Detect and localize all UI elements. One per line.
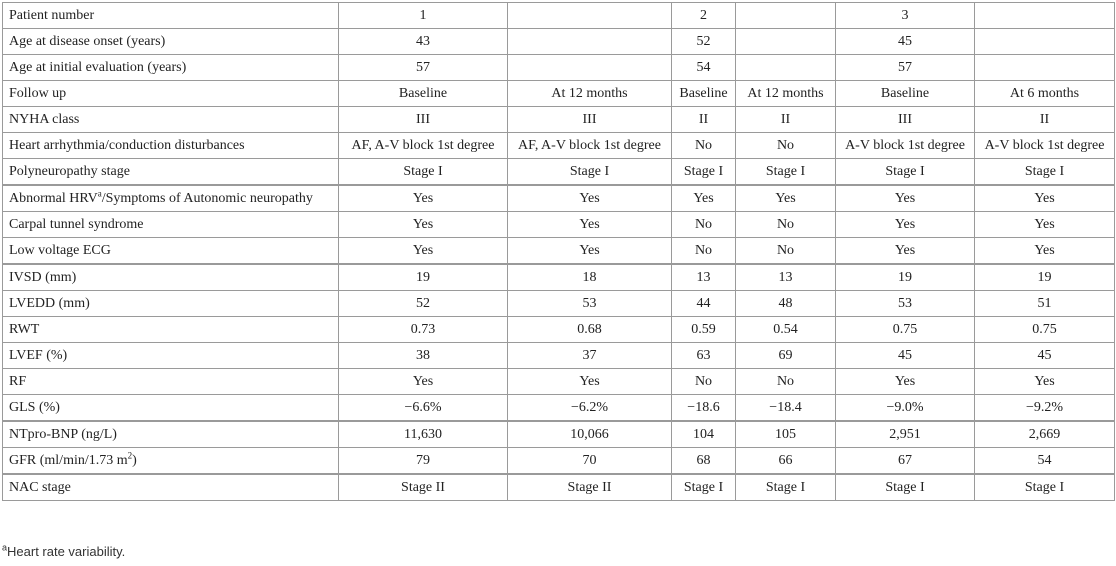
table-cell: Yes [975,185,1115,212]
table-cell: 53 [836,291,975,317]
table-cell: Stage I [836,159,975,186]
table-cell: 19 [975,264,1115,291]
table-cell: Baseline [836,81,975,107]
empty-cell [975,55,1115,81]
table-cell: No [672,212,736,238]
table-cell: Stage II [339,474,508,501]
follow-up-row [3,81,1115,107]
table-cell: 63 [672,343,736,369]
row-label: NTpro-BNP (ng/L) [3,421,339,448]
table-cell: Stage I [975,159,1115,186]
row-label: Polyneuropathy stage [3,159,339,186]
table-cell: 0.75 [975,317,1115,343]
table-cell: Yes [836,369,975,395]
table-cell: II [672,107,736,133]
row-label: Age at disease onset (years) [3,29,339,55]
table-cell: 19 [836,264,975,291]
table-cell: At 6 months [975,81,1115,107]
table-cell: 0.68 [508,317,672,343]
table-row [3,369,1115,395]
table-cell: 45 [836,343,975,369]
table-cell: Baseline [672,81,736,107]
label-text: ) [132,453,137,468]
table-cell: Yes [975,369,1115,395]
table-cell: −6.6% [339,395,508,422]
footnote-text: Heart rate variability. [7,544,126,559]
table-cell: 2,669 [975,421,1115,448]
table-cell: −18.4 [736,395,836,422]
table-cell: 104 [672,421,736,448]
table-cell: III [339,107,508,133]
table-cell: 10,066 [508,421,672,448]
table-cell: No [736,133,836,159]
table-row [3,291,1115,317]
table-cell: AF, A-V block 1st degree [339,133,508,159]
patient-1-number: 1 [339,3,508,29]
table-cell: 79 [339,448,508,475]
row-label: LVEF (%) [3,343,339,369]
table-cell: 52 [672,29,736,55]
table-cell: Yes [672,185,736,212]
footnote-marker: a [2,542,8,553]
table-cell: Yes [836,238,975,265]
table-row [3,395,1115,422]
table-cell: 13 [736,264,836,291]
table-cell: −9.0% [836,395,975,422]
table-cell: 52 [339,291,508,317]
row-label: GLS (%) [3,395,339,422]
table-cell: AF, A-V block 1st degree [508,133,672,159]
table-cell: Yes [736,185,836,212]
table-cell: Yes [508,212,672,238]
label-text: Abnormal HRV [9,191,98,206]
table-cell: 37 [508,343,672,369]
empty-cell [508,29,672,55]
row-label: RWT [3,317,339,343]
table-cell: 0.75 [836,317,975,343]
table-cell: 45 [975,343,1115,369]
table-cell: 68 [672,448,736,475]
table-cell: II [975,107,1115,133]
table-row [3,343,1115,369]
row-label: IVSD (mm) [3,264,339,291]
table-cell: Yes [975,212,1115,238]
table-cell: 2,951 [836,421,975,448]
table-cell: Yes [508,185,672,212]
row-label: NAC stage [3,474,339,501]
table-cell: −6.2% [508,395,672,422]
table-cell: 51 [975,291,1115,317]
table-cell: At 12 months [736,81,836,107]
table-cell: A-V block 1st degree [975,133,1115,159]
table-cell: Stage I [736,474,836,501]
patient-2-number: 2 [672,3,736,29]
table-cell: 13 [672,264,736,291]
table-row [3,107,1115,133]
table-cell: Baseline [339,81,508,107]
empty-cell [736,3,836,29]
table-cell: No [672,238,736,265]
table-cell: No [736,212,836,238]
table-cell: 43 [339,29,508,55]
age-eval-row [3,55,1115,81]
table-row [3,421,1115,448]
table-cell: 18 [508,264,672,291]
table-cell: −9.2% [975,395,1115,422]
table-cell: Yes [975,238,1115,265]
table-row [3,133,1115,159]
table-cell: Stage I [508,159,672,186]
table-cell: Yes [339,369,508,395]
table-cell: 45 [836,29,975,55]
row-label: Carpal tunnel syndrome [3,212,339,238]
row-label [3,448,339,475]
table-cell: 0.54 [736,317,836,343]
table-cell: 57 [339,55,508,81]
row-label [3,185,339,212]
table-row [3,159,1115,186]
table-cell: Yes [836,185,975,212]
table-cell: 57 [836,55,975,81]
table-cell: 66 [736,448,836,475]
table-cell: 54 [672,55,736,81]
table-cell: Yes [339,238,508,265]
table-cell: 38 [339,343,508,369]
table-cell: III [508,107,672,133]
table-row [3,264,1115,291]
age-onset-row [3,29,1115,55]
row-label: LVEDD (mm) [3,291,339,317]
table-cell: 105 [736,421,836,448]
table-cell: 70 [508,448,672,475]
table-row [3,448,1115,475]
table-row [3,474,1115,501]
table-footnote [2,544,125,559]
table-cell: No [672,369,736,395]
table-cell: 67 [836,448,975,475]
row-label: Follow up [3,81,339,107]
table-row [3,238,1115,265]
table-cell: 11,630 [339,421,508,448]
table-cell: 19 [339,264,508,291]
table-cell: Stage I [339,159,508,186]
patient-number-row [3,3,1115,29]
table-cell: 0.73 [339,317,508,343]
label-text: GFR (ml/min/1.73 m [9,453,128,468]
table-cell: 44 [672,291,736,317]
row-label: Patient number [3,3,339,29]
table-cell: 69 [736,343,836,369]
empty-cell [508,3,672,29]
row-label: RF [3,369,339,395]
empty-cell [736,29,836,55]
table-cell: Stage I [672,159,736,186]
table-row [3,212,1115,238]
row-label: Heart arrhythmia/conduction disturbances [3,133,339,159]
table-cell: III [836,107,975,133]
label-text: /Symptoms of Autonomic neuropathy [101,191,313,206]
table-cell: 0.59 [672,317,736,343]
table-cell: Yes [508,238,672,265]
table-cell: Stage I [975,474,1115,501]
table-cell: Yes [339,185,508,212]
empty-cell [975,29,1115,55]
empty-cell [736,55,836,81]
superscript-text: 2 [127,450,133,461]
empty-cell [975,3,1115,29]
table-cell: No [672,133,736,159]
table-cell: 53 [508,291,672,317]
patient-data-table [2,2,1115,501]
table-cell: 48 [736,291,836,317]
table-cell: No [736,369,836,395]
table-cell: Stage II [508,474,672,501]
patient-3-number: 3 [836,3,975,29]
table-cell: −18.6 [672,395,736,422]
table-cell: Stage I [736,159,836,186]
row-label: Low voltage ECG [3,238,339,265]
table-cell: Stage I [672,474,736,501]
row-label: NYHA class [3,107,339,133]
empty-cell [508,55,672,81]
table-cell: A-V block 1st degree [836,133,975,159]
table-cell: II [736,107,836,133]
table-cell: No [736,238,836,265]
table-cell: Stage I [836,474,975,501]
footnote-marker: a [97,188,102,199]
table-cell: Yes [339,212,508,238]
row-label: Age at initial evaluation (years) [3,55,339,81]
table-row [3,185,1115,212]
table-cell: At 12 months [508,81,672,107]
table-cell: 54 [975,448,1115,475]
table-row [3,317,1115,343]
table-cell: Yes [508,369,672,395]
table-cell: Yes [836,212,975,238]
